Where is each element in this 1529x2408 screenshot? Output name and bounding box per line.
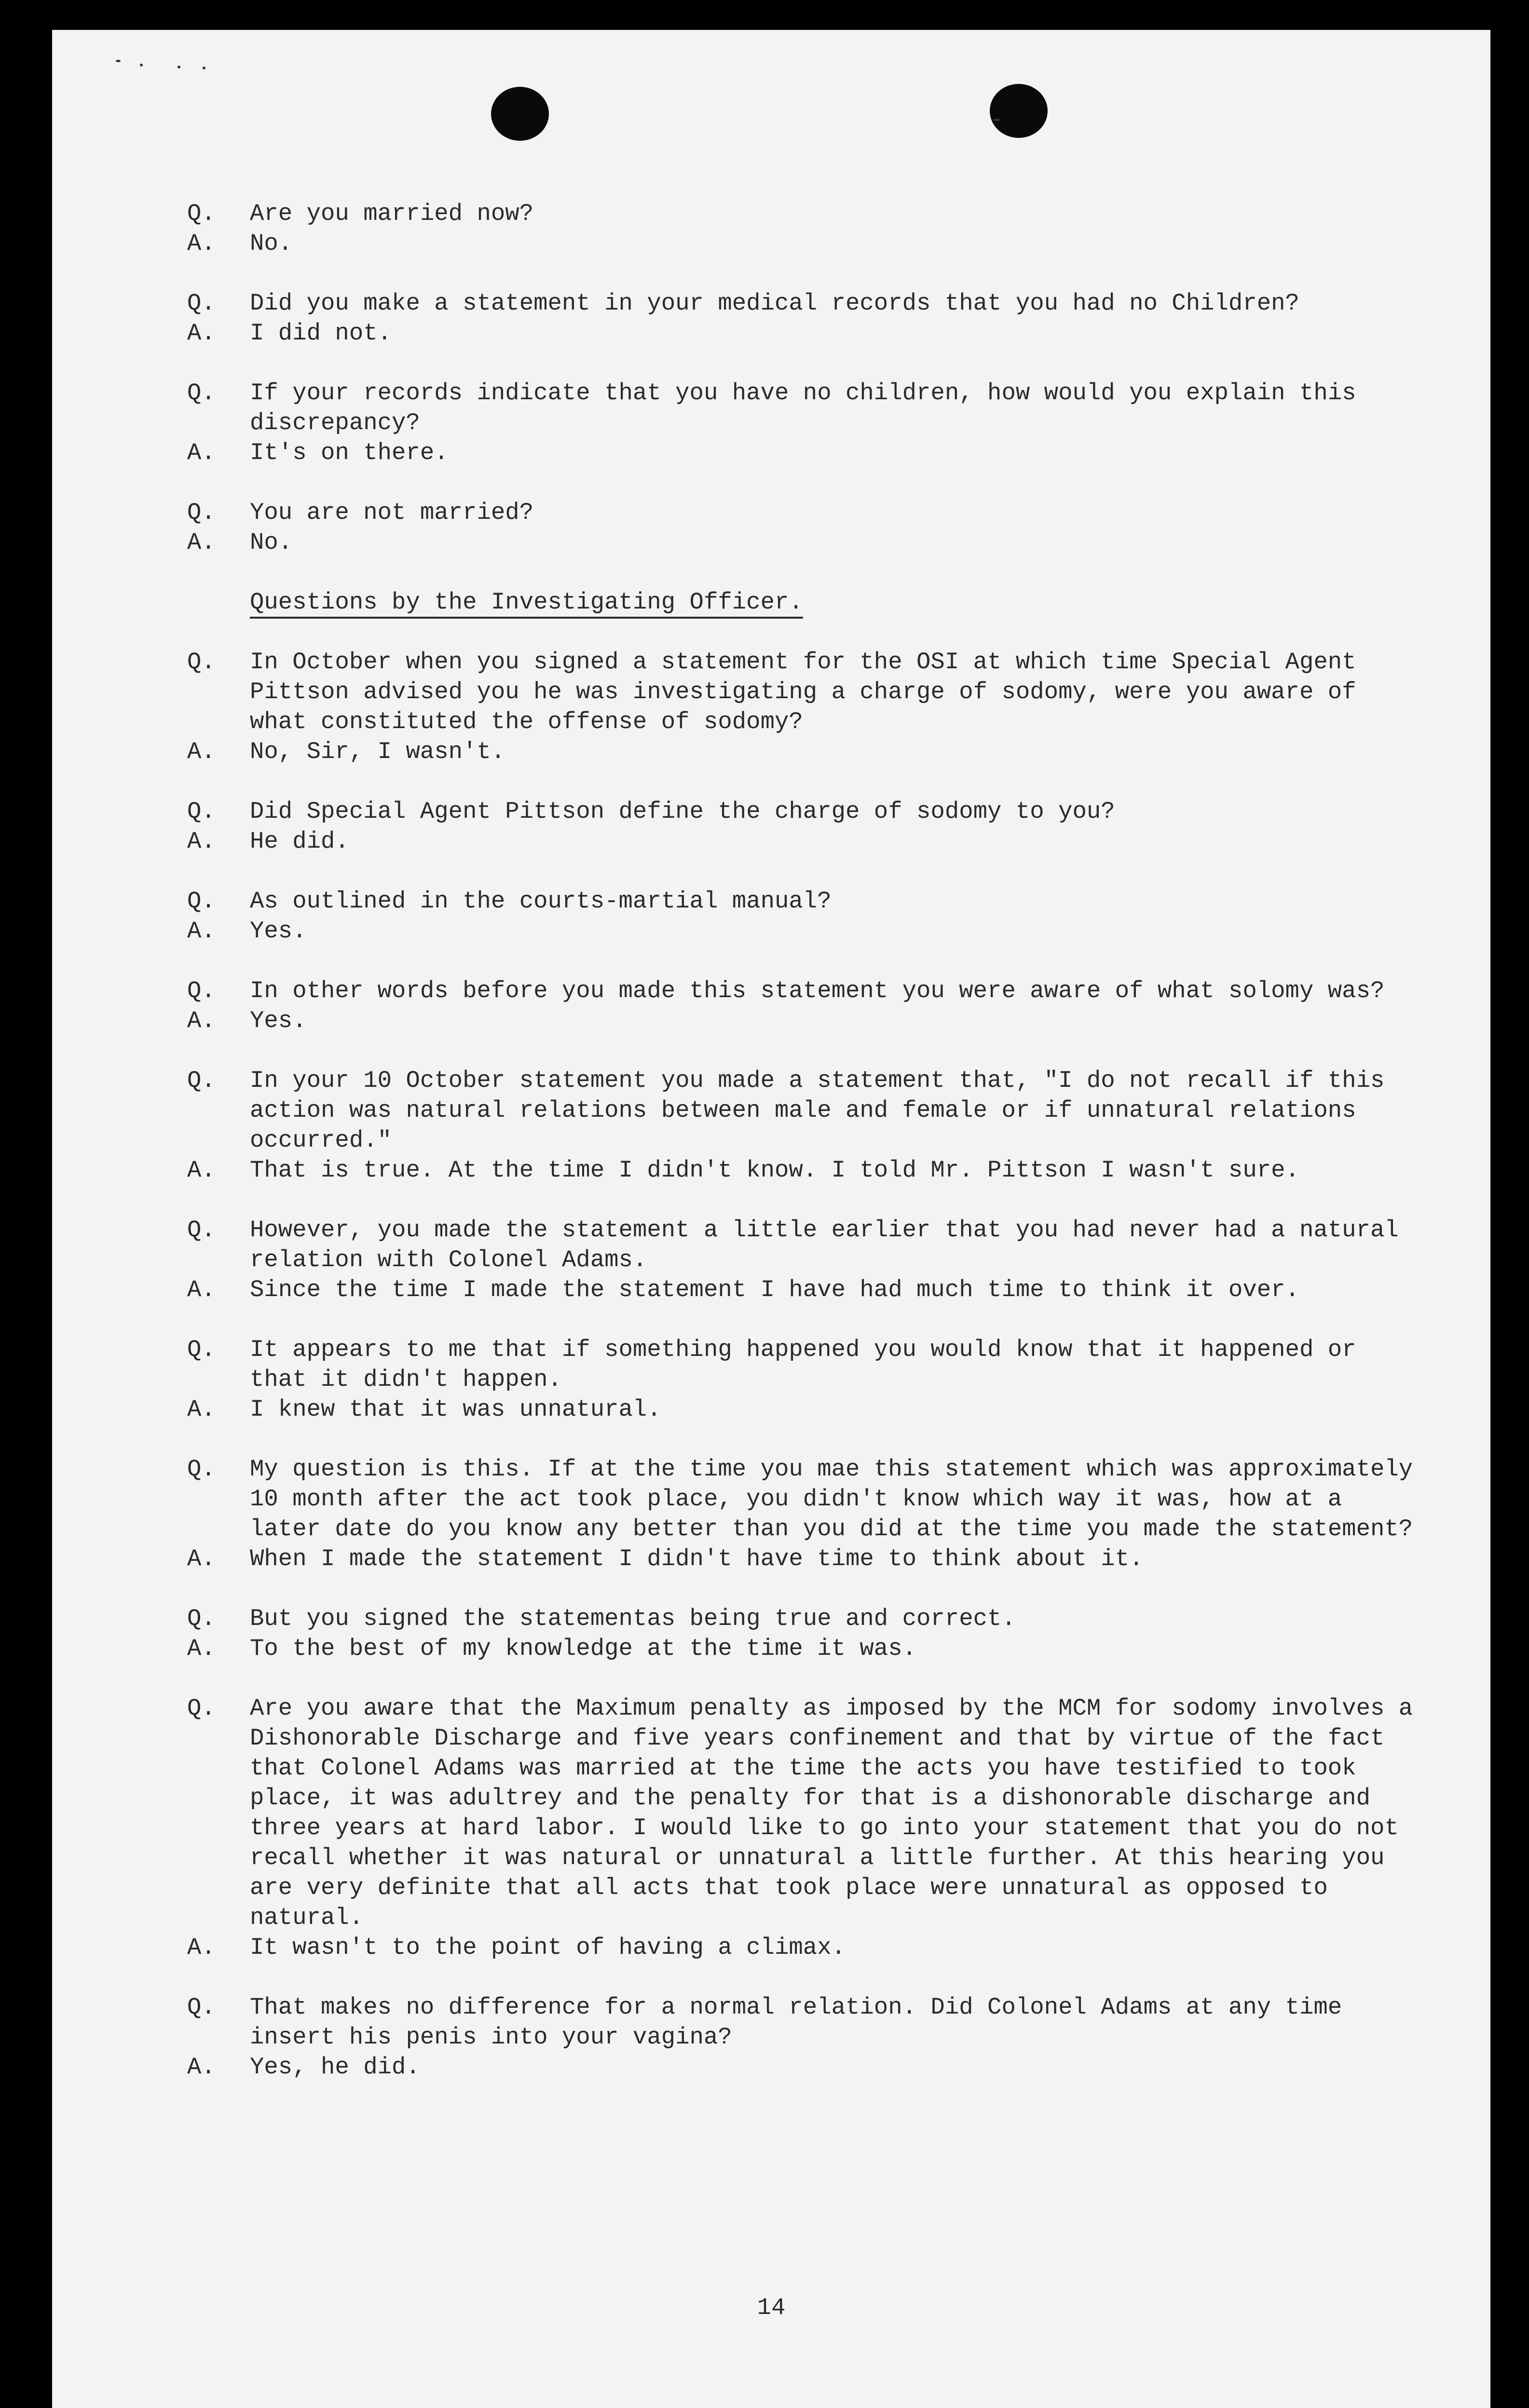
question-text: But you signed the statementas being true and correct. <box>250 1605 1016 1632</box>
question-line <box>187 378 1422 438</box>
answer-label: A. <box>187 1007 216 1034</box>
qa-pair <box>187 976 1422 1036</box>
speck <box>140 64 143 67</box>
exchanges-before-heading <box>187 199 1422 557</box>
punch-hole-right <box>990 84 1048 138</box>
question-line <box>187 1454 1422 1544</box>
answer-label: A. <box>187 918 216 945</box>
qa-pair <box>187 647 1422 767</box>
answer-text: Yes. <box>250 1007 307 1034</box>
answer-text: I did not. <box>250 320 392 347</box>
question-label: Q. <box>187 1456 216 1483</box>
answer-text: No. <box>250 230 293 257</box>
qa-pair <box>187 378 1422 468</box>
answer-label: A. <box>187 1157 216 1184</box>
answer-line <box>187 438 1422 468</box>
question-text: Are you aware that the Maximum penalty as imposed by the MCM for sodomy involves a Dishonorable Discharge and five years confinement and that by virtue of the fact that Colonel Adams was married at the time the acts you have testified to took place, it was adultrey and the penalty for that is a dishonorable discharge and three years at hard labor. I would like to go into your statement that you do not recall whether it was natural or unnatural a little further. At this hearing you are very definite that all acts that took place were unnatural as opposed to natural. <box>250 1695 1413 1931</box>
question-text: However, you made the statement a little earlier that you had never had a natural relation with Colonel Adams. <box>250 1217 1399 1273</box>
qa-pair <box>187 199 1422 258</box>
answer-line <box>187 528 1422 557</box>
question-text: My question is this. If at the time you mae this statement which was approximately 10 month after the act took place, you didn't know which way it was, how at a later date do you know any better than you did at the time you made the statement? <box>250 1456 1413 1542</box>
qa-pair <box>187 1454 1422 1574</box>
question-label: Q. <box>187 1336 216 1363</box>
answer-line <box>187 826 1422 856</box>
answer-line <box>187 1933 1422 1962</box>
question-text: In your 10 October statement you made a statement that, "I do not recall if this action was natural relations between male and female or if unnatural relations occurred." <box>250 1067 1385 1154</box>
question-text: In October when you signed a statement for the OSI at which time Special Agent Pittson advised you he was investigating a charge of sodomy, were you aware of what constituted the offense of sodomy? <box>250 649 1356 735</box>
answer-text: That is true. At the time I didn't know. I told Mr. Pittson I wasn't sure. <box>250 1157 1299 1184</box>
question-line <box>187 1693 1422 1933</box>
question-line <box>187 498 1422 528</box>
question-label: Q. <box>187 1605 216 1632</box>
transcript <box>187 199 1422 2112</box>
answer-line <box>187 1275 1422 1305</box>
question-label: Q. <box>187 1695 216 1722</box>
speck <box>116 60 121 62</box>
answer-text: Yes, he did. <box>250 2054 420 2081</box>
answer-line <box>187 916 1422 946</box>
answer-label: A. <box>187 230 216 257</box>
question-label: Q. <box>187 977 216 1004</box>
question-text: Did Special Agent Pittson define the charge of sodomy to you? <box>250 798 1115 825</box>
question-text: Are you married now? <box>250 200 534 227</box>
question-text: Did you make a statement in your medical records that you had no Children? <box>250 290 1299 317</box>
answer-line <box>187 1394 1422 1424</box>
qa-pair <box>187 886 1422 946</box>
answer-text: It wasn't to the point of having a climax. <box>250 1934 846 1961</box>
question-line <box>187 1215 1422 1275</box>
answer-label: A. <box>187 1545 216 1572</box>
answer-line <box>187 229 1422 258</box>
answer-text: He did. <box>250 828 349 855</box>
question-label: Q. <box>187 798 216 825</box>
answer-line <box>187 318 1422 348</box>
answer-text: I knew that it was unnatural. <box>250 1396 661 1423</box>
document-page <box>52 30 1490 2408</box>
answer-text: No. <box>250 529 293 556</box>
speck <box>203 67 205 69</box>
qa-pair <box>187 797 1422 856</box>
question-line <box>187 1066 1422 1155</box>
answer-label: A. <box>187 1635 216 1662</box>
answer-line <box>187 737 1422 767</box>
answer-text: Yes. <box>250 918 307 945</box>
question-line <box>187 886 1422 916</box>
answer-line <box>187 1634 1422 1664</box>
answer-text: It's on there. <box>250 439 449 466</box>
question-text: That makes no difference for a normal relation. Did Colonel Adams at any time insert his penis into your vagina? <box>250 1994 1342 2051</box>
section-heading <box>187 587 1422 617</box>
answer-label: A. <box>187 439 216 466</box>
answer-label: A. <box>187 1276 216 1303</box>
answer-text: To the best of my knowledge at the time it was. <box>250 1635 917 1662</box>
answer-line <box>187 1544 1422 1574</box>
answer-line <box>187 1155 1422 1185</box>
speck <box>993 119 1000 121</box>
question-text: It appears to me that if something happened you would know that it happened or that it didn't happen. <box>250 1336 1356 1393</box>
qa-pair <box>187 498 1422 557</box>
exchanges-after-heading <box>187 647 1422 2082</box>
qa-pair <box>187 1215 1422 1305</box>
question-text: As outlined in the courts-martial manual? <box>250 888 832 915</box>
speck <box>177 66 180 68</box>
question-label: Q. <box>187 888 216 915</box>
qa-pair <box>187 1066 1422 1185</box>
answer-label: A. <box>187 2054 216 2081</box>
answer-label: A. <box>187 529 216 556</box>
question-line <box>187 797 1422 826</box>
question-line <box>187 199 1422 229</box>
answer-line <box>187 2052 1422 2082</box>
qa-pair <box>187 1335 1422 1424</box>
question-label: Q. <box>187 499 216 526</box>
qa-pair <box>187 288 1422 348</box>
answer-line <box>187 1006 1422 1036</box>
question-label: Q. <box>187 1067 216 1094</box>
answer-text: When I made the statement I didn't have time to think about it. <box>250 1545 1144 1572</box>
answer-label: A. <box>187 738 216 765</box>
question-line <box>187 1604 1422 1634</box>
question-line <box>187 1335 1422 1394</box>
question-line <box>187 647 1422 737</box>
answer-label: A. <box>187 320 216 347</box>
question-label: Q. <box>187 290 216 317</box>
question-label: Q. <box>187 1217 216 1244</box>
question-text: You are not married? <box>250 499 534 526</box>
punch-hole-left <box>491 87 549 141</box>
answer-label: A. <box>187 828 216 855</box>
answer-text: No, Sir, I wasn't. <box>250 738 505 765</box>
qa-pair <box>187 1992 1422 2082</box>
question-label: Q. <box>187 379 216 406</box>
question-text: In other words before you made this statement you were aware of what solomy was? <box>250 977 1385 1004</box>
question-label: Q. <box>187 200 216 227</box>
page-number: 14 <box>757 2294 786 2321</box>
question-line <box>187 1992 1422 2052</box>
answer-text: Since the time I made the statement I have had much time to think it over. <box>250 1276 1299 1303</box>
question-label: Q. <box>187 649 216 676</box>
answer-label: A. <box>187 1396 216 1423</box>
qa-pair <box>187 1604 1422 1664</box>
question-line <box>187 288 1422 318</box>
question-text: If your records indicate that you have no children, how would you explain this discrepancy? <box>250 379 1356 436</box>
section-heading-text: Questions by the Investigating Officer. <box>250 589 803 619</box>
question-line <box>187 976 1422 1006</box>
qa-pair <box>187 1693 1422 1962</box>
question-label: Q. <box>187 1994 216 2021</box>
answer-label: A. <box>187 1934 216 1961</box>
